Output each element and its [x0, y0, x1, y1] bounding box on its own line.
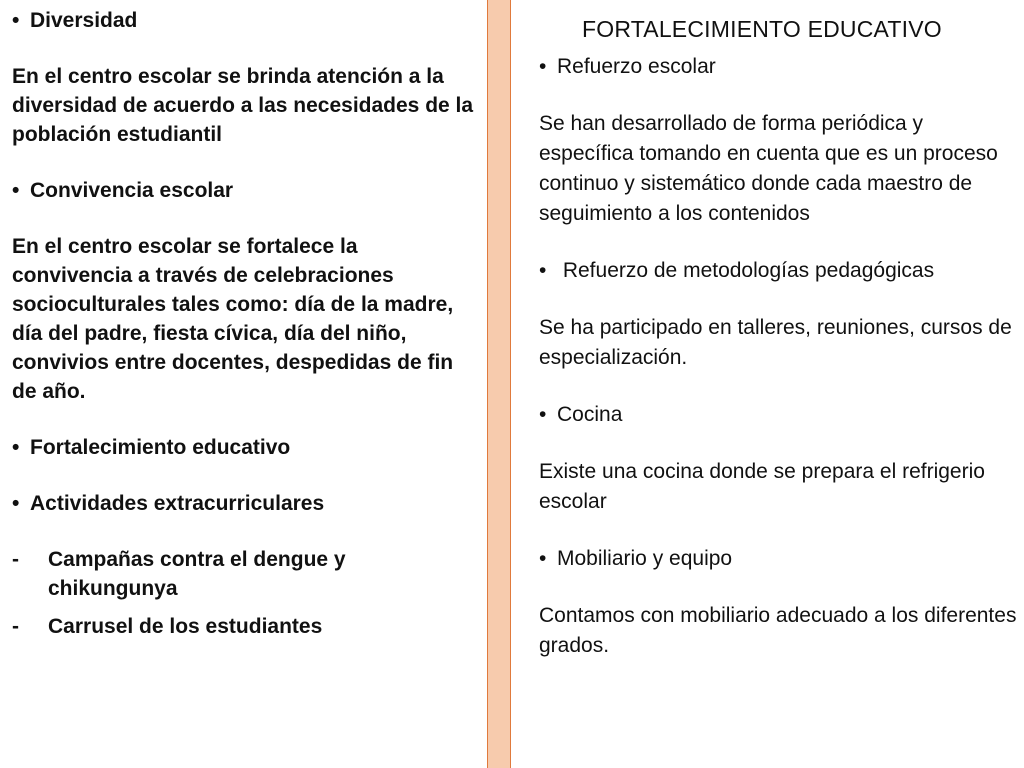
right-column: [539, 14, 1019, 661]
dash-label: Carrusel de los estudiantes: [48, 615, 323, 638]
bullet-mark: •: [12, 436, 20, 459]
bullet-label: Convivencia escolar: [30, 179, 234, 202]
bullet-label: Refuerzo de metodologías pedagógicas: [557, 259, 935, 282]
bullet-fortalecimiento: [12, 433, 480, 462]
bullet-mark: •: [539, 259, 547, 282]
bullet-label: Actividades extracurriculares: [30, 492, 325, 515]
bullet-diversidad: [12, 6, 480, 35]
bullet-label: Fortalecimiento educativo: [30, 436, 291, 459]
dash-mark: -: [12, 548, 19, 571]
bullet-mark: •: [12, 9, 20, 32]
vertical-divider: [487, 0, 511, 768]
bullet-convivencia: [12, 176, 480, 205]
bullet-mark: •: [12, 492, 20, 515]
bullet-mark: •: [539, 547, 547, 570]
dash-label: Campañas contra el dengue y chikungunya: [48, 548, 346, 600]
bullet-actividades: [12, 489, 480, 518]
paragraph-diversidad: En el centro escolar se brinda atención a la diversidad de acuerdo a las necesidades de la población estudiantil: [12, 65, 474, 146]
section-title: FORTALECIMIENTO EDUCATIVO: [582, 16, 942, 42]
dash-item-carrusel: [12, 612, 480, 641]
bullet-mark: •: [539, 403, 547, 426]
dash-mark: -: [12, 615, 19, 638]
bullet-label: Cocina: [557, 403, 623, 426]
bullet-mark: •: [12, 179, 20, 202]
dash-item-campanas: [12, 545, 480, 603]
bullet-mobiliario: [539, 544, 1019, 574]
bullet-label: Refuerzo escolar: [557, 55, 716, 78]
bullet-label: Mobiliario y equipo: [557, 547, 733, 570]
bullet-mark: •: [539, 55, 547, 78]
paragraph-mobiliario: Contamos con mobiliario adecuado a los diferentes grados.: [539, 604, 1017, 657]
bullet-label: Diversidad: [30, 9, 138, 32]
bullet-metodologias: [539, 256, 1019, 286]
paragraph-convivencia: En el centro escolar se fortalece la convivencia a través de celebraciones socioculturales tales como: día de la madre, día del padre, fiesta cívica, día del niño, convivios entre docentes, despedidas de fin de año.: [12, 235, 454, 403]
paragraph-cocina: Existe una cocina donde se prepara el refrigerio escolar: [539, 460, 985, 513]
bullet-cocina: [539, 400, 1019, 430]
paragraph-refuerzo-escolar: Se han desarrollado de forma periódica y específica tomando en cuenta que es un proceso continuo y sistemático donde cada maestro de seguimiento a los contenidos: [539, 112, 998, 225]
bullet-refuerzo-escolar: [539, 52, 1019, 82]
paragraph-metodologias: Se ha participado en talleres, reuniones, cursos de especialización.: [539, 316, 1012, 369]
left-column: [12, 6, 480, 641]
